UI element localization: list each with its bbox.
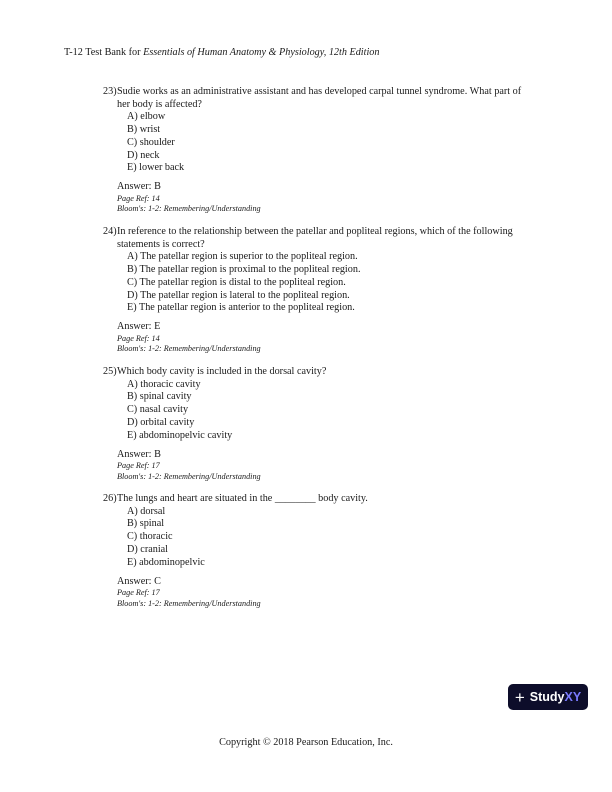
option: D) neck <box>127 149 160 161</box>
option: E) abdominopelvic <box>127 556 205 568</box>
question-number: 24) <box>103 226 117 237</box>
option: C) shoulder <box>127 136 175 148</box>
option-list <box>127 111 533 175</box>
question-block <box>103 86 533 215</box>
option-list <box>127 379 533 443</box>
copyright-footer: Copyright © 2018 Pearson Education, Inc. <box>219 737 393 748</box>
badge-xy-text: XY <box>564 690 582 704</box>
question-block <box>103 493 533 609</box>
page-ref: Page Ref: 14 <box>117 193 160 203</box>
page-ref: Page Ref: 17 <box>117 461 160 471</box>
blooms-level: Bloom's: 1-2: Remembering/Understanding <box>117 471 261 481</box>
question-stem <box>103 493 533 506</box>
answer: Answer: B <box>117 181 161 193</box>
page-ref: Page Ref: 14 <box>117 333 160 343</box>
book-title: Essentials of Human Anatomy & Physiology, 12th Edition <box>143 47 380 58</box>
question-text: Sudie works as an administrative assistant and has developed carpal tunnel syndrome. What part of her body is affected? <box>117 86 522 110</box>
question-stem <box>103 86 533 111</box>
question-stem <box>103 366 533 379</box>
option: A) thoracic cavity <box>127 378 201 390</box>
plus-icon: + <box>514 687 525 707</box>
badge-study-text: Study <box>529 690 565 704</box>
option: B) spinal cavity <box>127 391 192 403</box>
question-block <box>103 226 533 355</box>
option: B) wrist <box>127 123 161 135</box>
option: A) elbow <box>127 111 166 123</box>
option: D) orbital cavity <box>127 416 195 428</box>
option: A) dorsal <box>127 505 166 517</box>
option: E) abdominopelvic cavity <box>127 429 233 441</box>
question-number: 25) <box>103 366 117 377</box>
option: D) The patellar region is lateral to the popliteal region. <box>127 289 350 301</box>
option: C) nasal cavity <box>127 404 189 416</box>
answer: Answer: E <box>117 321 161 333</box>
blooms-level: Bloom's: 1-2: Remembering/Understanding <box>117 344 261 354</box>
blooms-level: Bloom's: 1-2: Remembering/Understanding <box>117 598 261 608</box>
page-header <box>64 47 379 58</box>
option-list <box>127 506 533 570</box>
option-list <box>127 251 533 315</box>
answer: Answer: C <box>117 575 161 587</box>
option: E) lower back <box>127 162 185 174</box>
header-prefix: T-12 Test Bank for <box>64 47 144 58</box>
question-text: Which body cavity is included in the dorsal cavity? <box>117 366 327 377</box>
question-number: 26) <box>103 493 117 504</box>
option: E) The patellar region is anterior to the popliteal region. <box>127 302 355 314</box>
question-text: The lungs and heart are situated in the ________ body cavity. <box>117 493 368 504</box>
answer: Answer: B <box>117 448 161 460</box>
option: B) The patellar region is proximal to the popliteal region. <box>127 263 361 275</box>
question-stem <box>103 226 533 251</box>
question-text: In reference to the relationship between the patellar and popliteal regions, which of the following statements is correct? <box>117 226 513 250</box>
option: C) thoracic <box>127 531 173 543</box>
studyxy-badge[interactable] <box>508 684 588 710</box>
blooms-level: Bloom's: 1-2: Remembering/Understanding <box>117 204 261 214</box>
option: A) The patellar region is superior to the popliteal region. <box>127 251 358 263</box>
question-number: 23) <box>103 86 117 97</box>
option: D) cranial <box>127 543 169 555</box>
option: B) spinal <box>127 518 165 530</box>
option: C) The patellar region is distal to the popliteal region. <box>127 276 346 288</box>
page-ref: Page Ref: 17 <box>117 588 160 598</box>
question-block <box>103 366 533 482</box>
